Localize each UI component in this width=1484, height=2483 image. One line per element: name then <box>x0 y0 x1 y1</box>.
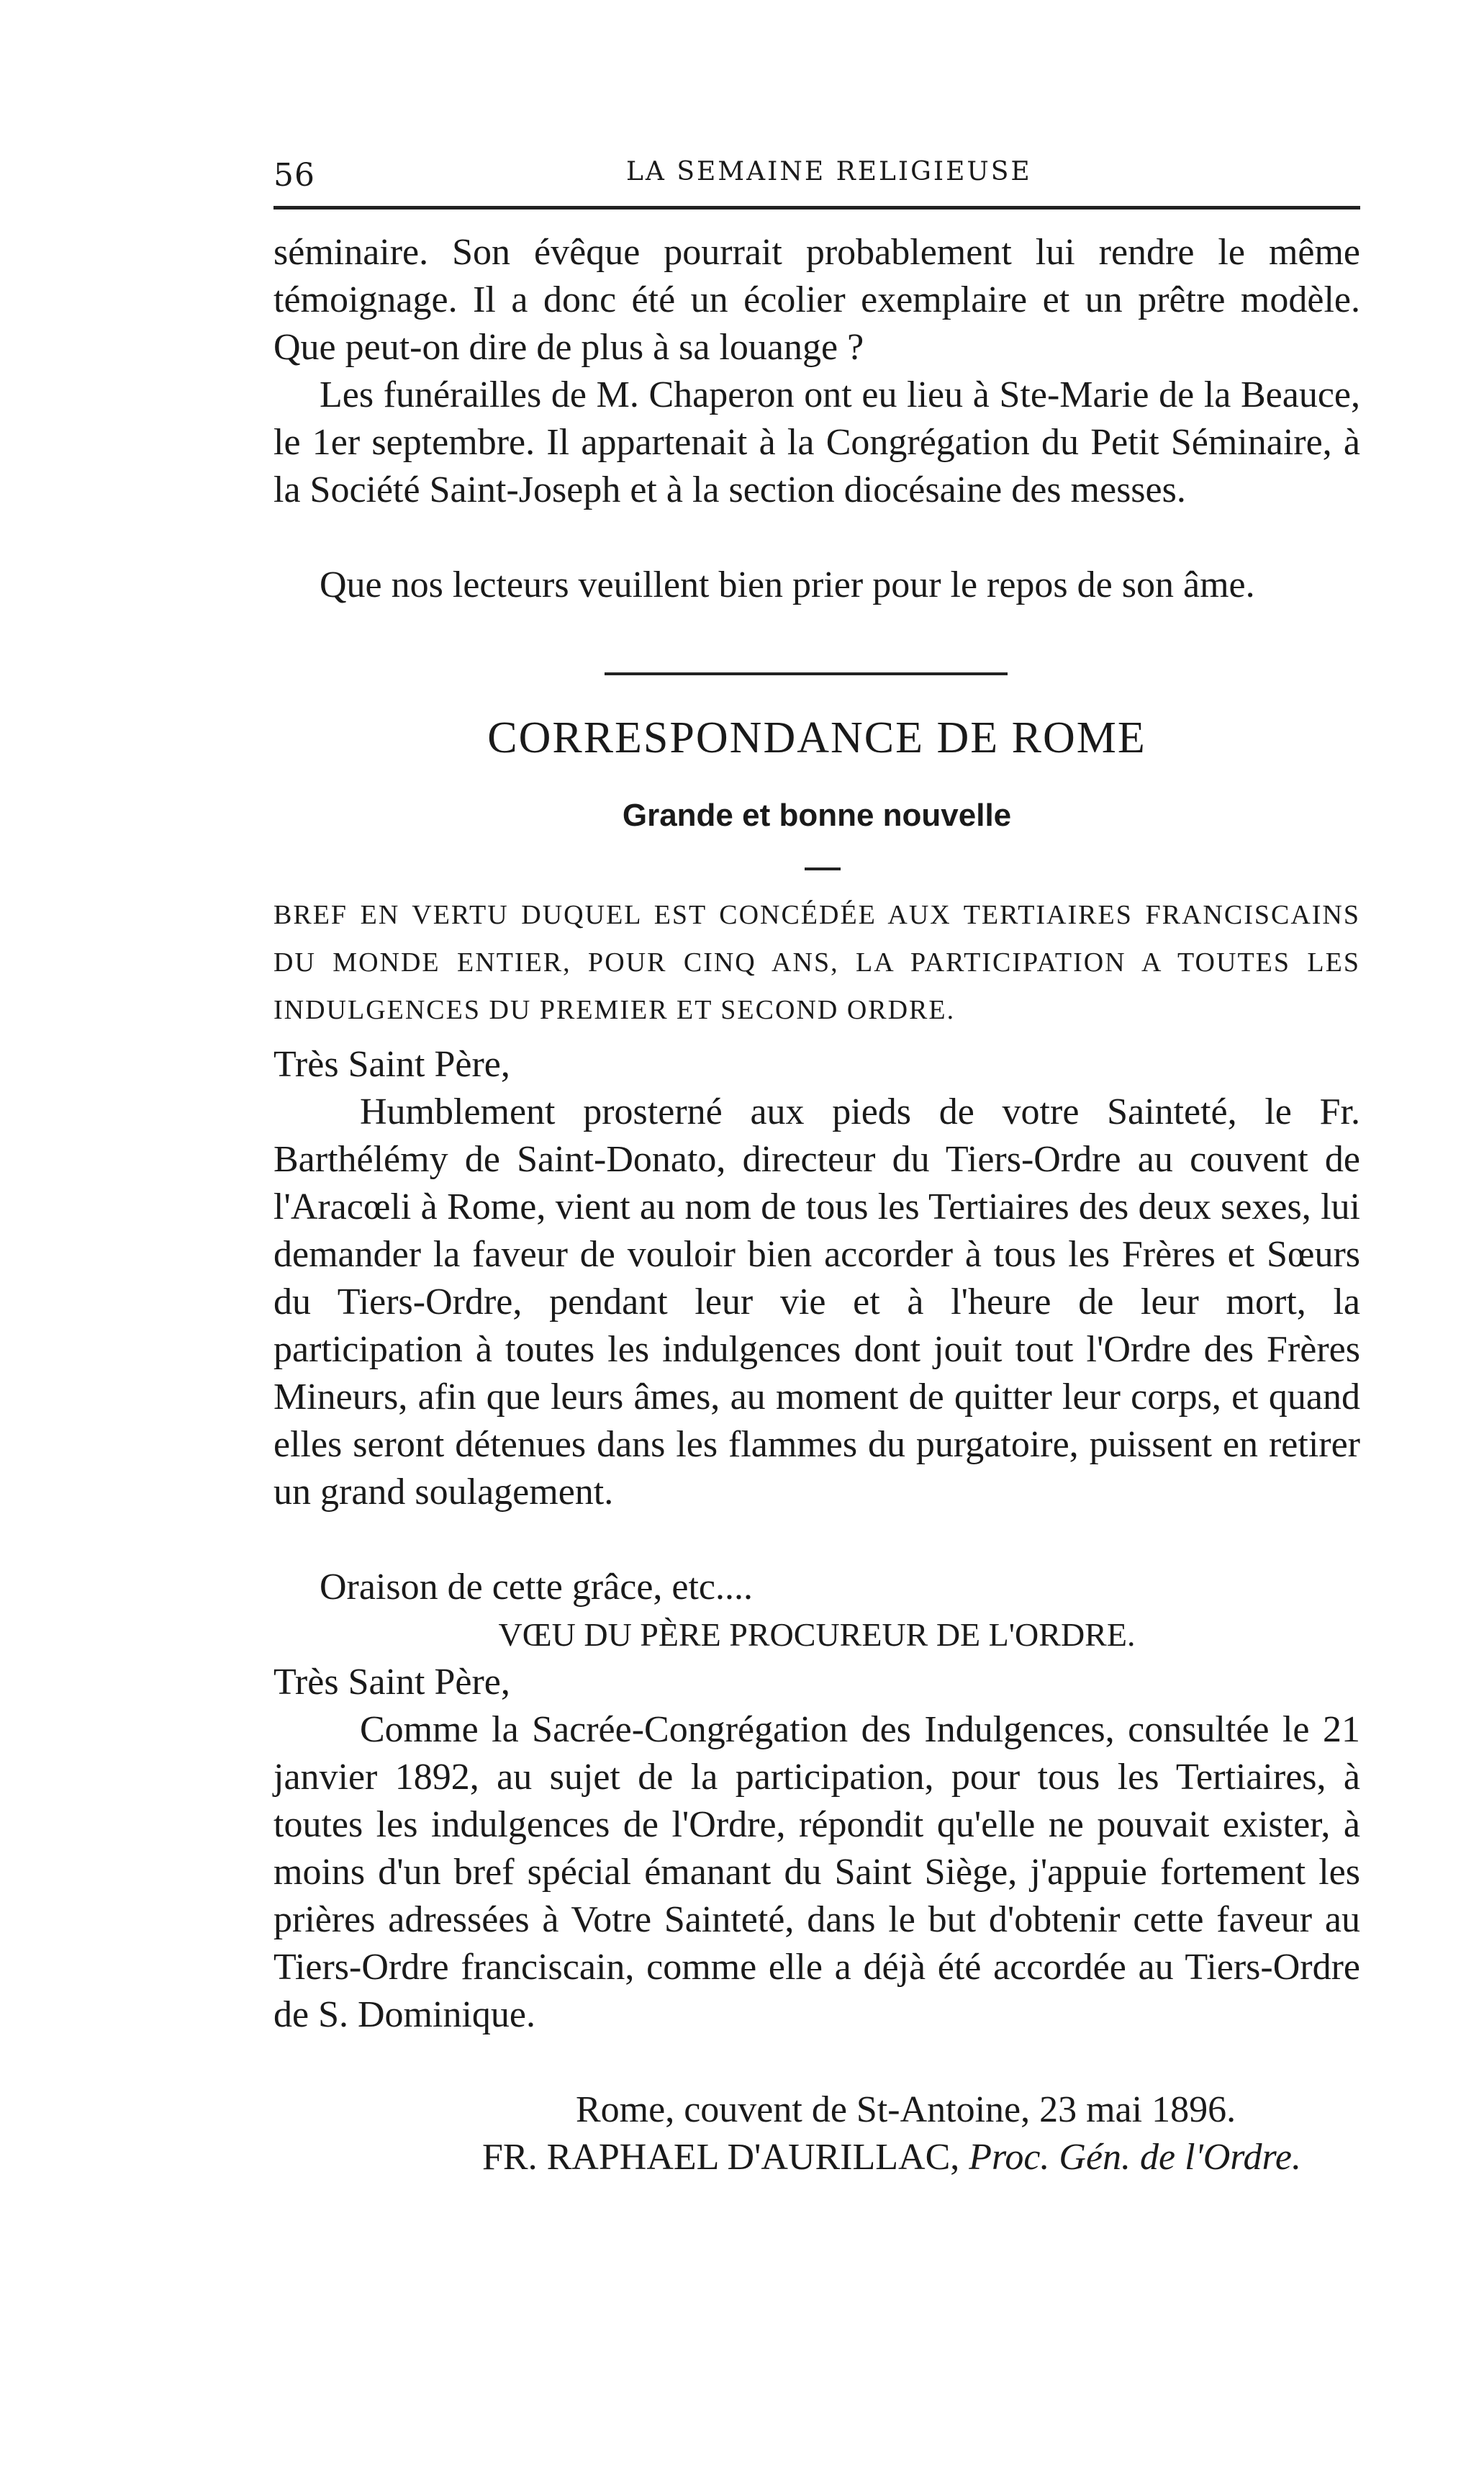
brief-summary: BREF EN VERTU DUQUEL EST CONCÉDÉE AUX TERTIAIRES FRANCISCAINS DU MONDE ENTIER, POUR CINQ ANS, LA PARTICIPATION A TOUTES LES INDULGENCES DU PREMIER ET SECOND ORDRE. <box>273 900 1360 1025</box>
voeu-paragraph: Comme la Sacrée-Congrégation des Indulgences, consultée le 21 janvier 1892, au sujet de la participation, pour tous les Tertiaires, à toutes les indulgences de l'Ordre, répondit qu'elle ne pouvait exister, à moins d'un bref spécial émanant du Saint Siège, j'appuie fortement les prières adressées à Votre Sainteté, dans le but d'obtenir cette faveur au Tiers-Ordre franciscain, comme elle a déjà été accordée au Tiers-Ordre de S. Dominique. <box>273 1709 1360 2035</box>
place-date: Rome, couvent de St-Antoine, 23 mai 1896. <box>576 2089 1236 2130</box>
signature-name: FR. RAPHAEL D'AURILLAC, <box>482 2137 960 2178</box>
signature-title: Proc. Gén. de l'Ordre. <box>969 2137 1301 2178</box>
section-separator <box>605 672 1008 675</box>
signature-line <box>273 2134 1360 2181</box>
continued-paragraph-3: Que nos lecteurs veuillent bien prier pour le repos de son âme. <box>320 564 1255 605</box>
subtitle-dash <box>805 868 841 870</box>
article-subtitle: Grande et bonne nouvelle <box>622 798 1012 833</box>
continued-paragraph-1: séminaire. Son évêque pourrait probablement lui rendre le même témoignage. Il a donc été un écolier exemplaire et un prêtre modèle. Que peut-on dire de plus à sa louange ? <box>273 232 1360 368</box>
article-title: CORRESPONDANCE DE ROME <box>487 713 1146 762</box>
petition-paragraph: Humblement prosterné aux pieds de votre Sainteté, le Fr. Barthélémy de Saint-Donato, directeur du Tiers-Ordre au couvent de l'Aracœli à Rome, vient au nom de tous les Tertiaires des deux sexes, lui demander la faveur de vouloir bien accorder à tous les Frères et Sœurs du Tiers-Ordre, pendant leur vie et à l'heure de leur mort, la participation à toutes les indulgences dont jouit tout l'Ordre des Frères Mineurs, afin que leurs âmes, au moment de quitter leur corps, et quand elles seront détenues dans les flammes du purgatoire, puissent en retirer un grand soulagement. <box>273 1091 1360 1513</box>
voeu-heading: VŒU DU PÈRE PROCUREUR DE L'ORDRE. <box>498 1616 1136 1653</box>
oraison-line: Oraison de cette grâce, etc.... <box>320 1567 754 1608</box>
continued-paragraph-2: Les funérailles de M. Chaperon ont eu lieu à Ste-Marie de la Beauce, le 1er septembre. Il appartenait à la Congrégation du Petit Séminaire, à la Société Saint-Joseph et à la section diocésaine des messes. <box>273 374 1360 510</box>
salutation-1: Très Saint Père, <box>273 1044 510 1085</box>
page-number: 56 <box>273 157 315 194</box>
running-title: LA SEMAINE RELIGIEUSE <box>626 157 1032 186</box>
salutation-2: Très Saint Père, <box>273 1662 510 1703</box>
header-rule <box>273 206 1360 209</box>
